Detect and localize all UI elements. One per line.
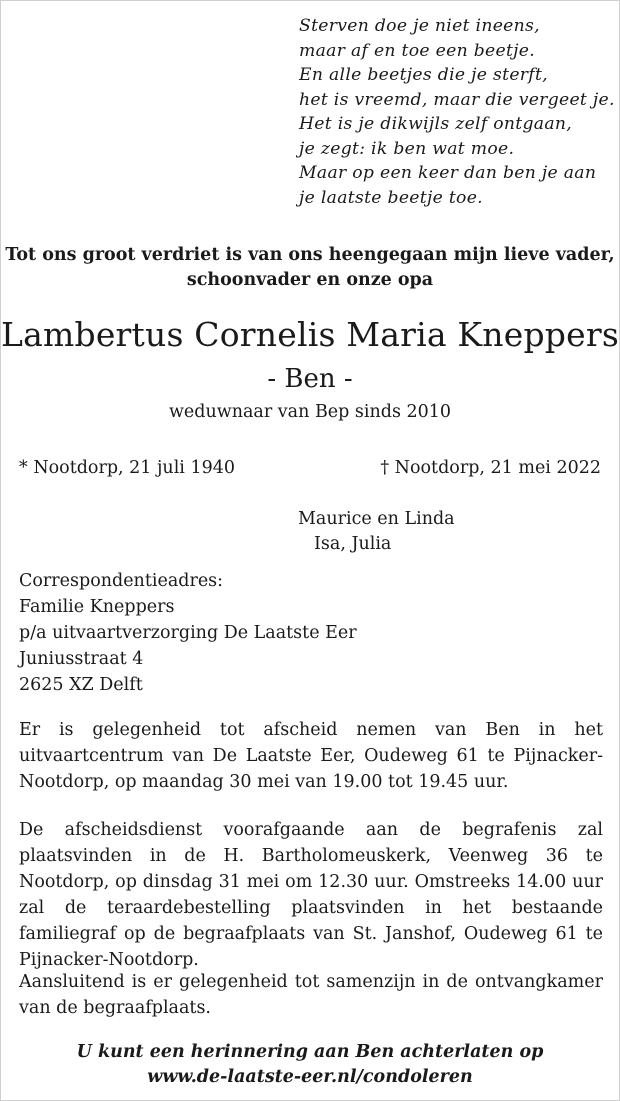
poem-line: Maar op een keer dan ben je aan: [299, 163, 597, 183]
family-signature: [298, 507, 455, 557]
poem-line: En alle beetjes die je sterft,: [299, 65, 548, 85]
poem-line: je zegt: ik ben wat moe.: [299, 138, 515, 159]
poem: [299, 14, 619, 210]
poem-line: Het is je dikwijls zelf ontgaan,: [299, 114, 573, 134]
viewing-paragraph: Er is gelegenheid tot afscheid nemen van Ben in het uitvaartcentrum van De Laatste Eer, Oudeweg 61 te Pijnacker-Nootdorp, op maandag 30 mei van 19.00 tot 19.45 uur.: [19, 720, 603, 792]
address-heading: Correspondentieadres:: [19, 571, 224, 591]
address-line: Juniusstraat 4: [19, 649, 144, 669]
intro-line: schoonvader en onze opa: [186, 270, 434, 290]
birth-info: * Nootdorp, 21 juli 1940: [19, 458, 235, 478]
reception-paragraph: Aansluitend is er gelegenheid tot samenzijn in de ontvangkamer van de begraafplaats.: [19, 972, 603, 1018]
children-names: Maurice en Linda: [298, 509, 455, 529]
poem-line: het is vreemd, maar die vergeet je.: [299, 89, 615, 110]
address-line: 2625 XZ Delft: [19, 675, 143, 695]
intro-line: Tot ons groot verdriet is van ons heengegaan mijn lieve vader,: [5, 245, 615, 265]
widower-note: weduwnaar van Bep sinds 2010: [168, 402, 452, 422]
death-info: † Nootdorp, 21 mei 2022: [380, 458, 601, 478]
announcement-intro: [0, 243, 620, 293]
deceased-name: Lambertus Cornelis Maria Kneppers: [1, 315, 619, 354]
condolence-note: [0, 1040, 620, 1090]
address-line: Familie Kneppers: [19, 597, 175, 617]
poem-line: je laatste beetje toe.: [299, 187, 483, 208]
poem-line: Sterven doe je niet ineens,: [299, 16, 540, 36]
deceased-nickname: - Ben -: [267, 364, 353, 394]
condolence-text: U kunt een herinnering aan Ben achterlaten op: [76, 1042, 544, 1062]
address-line: p/a uitvaartverzorging De Laatste Eer: [19, 623, 357, 643]
correspondence-address: [19, 568, 357, 698]
condolence-url: www.de-laatste-eer.nl/condoleren: [147, 1067, 473, 1087]
service-paragraph: De afscheidsdienst voorafgaande aan de begrafenis zal plaatsvinden in de H. Bartholomeuskerk, Veenweg 36 te Nootdorp, op dinsdag 31 mei om 12.30 uur. Omstreeks 14.00 uur zal de teraardebestelling plaatsvinden in het bestaande familiegraf op de begraafplaats van St. Janshof, Oudeweg 61 te Pijnacker-Nootdorp.: [19, 820, 603, 970]
grandchildren-names: Isa, Julia: [314, 534, 392, 554]
poem-line: maar af en toe een beetje.: [299, 40, 536, 61]
